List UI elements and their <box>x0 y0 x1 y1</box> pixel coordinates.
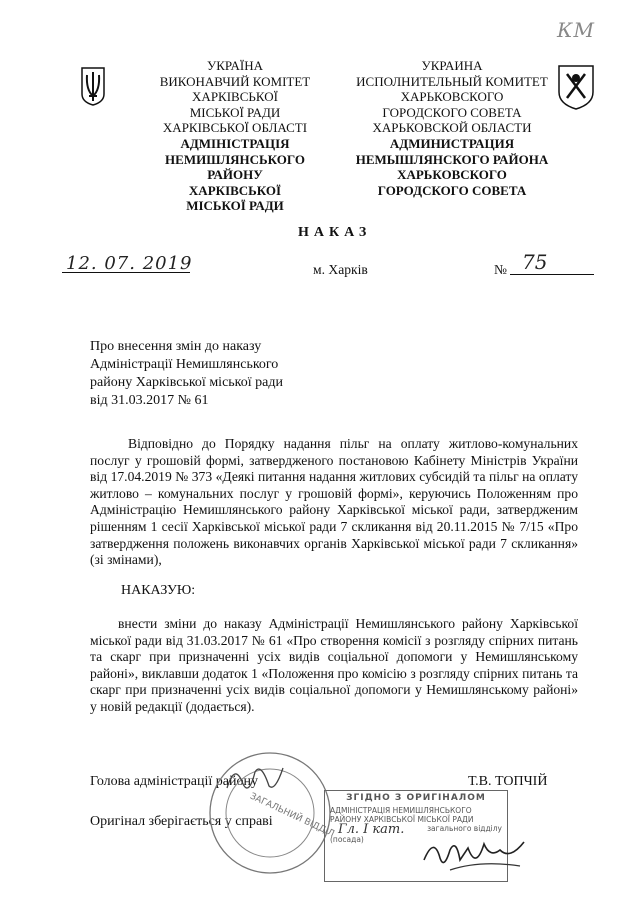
copy-stamp-title: ЗГІДНО З ОРИГІНАЛОМ <box>346 793 486 803</box>
header-left-bold-line: АДМІНІСТРАЦІЯ <box>180 135 290 151</box>
header-left-line: ХАРКІВСЬКОЇ <box>192 89 278 105</box>
header-right-bold-line: АДМИНИСТРАЦИЯ <box>389 135 515 151</box>
header-left <box>140 58 330 214</box>
signatory-position: Голова адміністрації району <box>90 774 258 789</box>
header-right <box>352 58 552 198</box>
header-right-line: УКРАИНА <box>421 58 483 73</box>
number-underline <box>510 274 594 275</box>
copy-stamp-handwritten: Гл. І кат. <box>338 822 405 837</box>
document-title: НАКАЗ <box>298 225 372 240</box>
copy-stamp-dept: загального відділу <box>427 824 502 833</box>
copy-stamp-org: АДМІНІСТРАЦІЯ НЕМИШЛЯНСЬКОГО РАЙОНУ ХАРКІВСЬКОЇ МІСЬКОЇ РАДИ <box>330 806 474 824</box>
header-left-bold-line: ХАРКІВСЬКОЇ <box>188 182 282 198</box>
order-date: 12. 07. 2019 <box>66 253 193 274</box>
header-left-bold-line: НЕМИШЛЯНСЬКОГО РАЙОНУ <box>165 151 305 183</box>
header-right-bold-line: ГОРОДСКОГО СОВЕТА <box>377 182 527 198</box>
subject-line: Адміністрації Немишлянського <box>90 357 279 372</box>
handwritten-signature <box>420 830 530 883</box>
header-left-line: МІСЬКОЇ РАДИ <box>189 104 281 120</box>
subject-line: району Харківської міської ради <box>90 375 283 390</box>
header-left-line: ВИКОНАВЧИЙ КОМІТЕТ <box>159 73 311 89</box>
order-number-prefix: № <box>494 262 507 277</box>
original-note: Оригінал зберігається у справі <box>90 814 273 829</box>
header-left-line: УКРАЇНА <box>207 58 263 73</box>
header-right-bold-line: ХАРЬКОВСКОГО <box>397 167 507 183</box>
signatory-name: Т.В. ТОПЧІЙ <box>468 774 548 789</box>
copy-stamp-role: (посада) <box>330 835 364 844</box>
header-right-line: ИСПОЛНИТЕЛЬНЫЙ КОМИТЕТ <box>356 73 548 89</box>
round-stamp-text: ЗАГАЛЬНИЙ ВІДДІЛ <box>248 791 335 840</box>
order-subject <box>90 338 350 410</box>
order-city: м. Харків <box>313 262 368 277</box>
header-left-line: ХАРКІВСЬКОЇ ОБЛАСТІ <box>162 120 308 136</box>
registration-corner-mark: КМ <box>557 18 595 42</box>
subject-line: Про внесення змін до наказу <box>90 339 262 354</box>
subject-line: від 31.03.2017 № 61 <box>90 393 209 408</box>
head-signature <box>225 758 285 803</box>
order-number: 75 <box>522 250 548 274</box>
header-right-line: ХАРЬКОВСКОЙ ОБЛАСТИ <box>372 120 532 136</box>
directive-heading: НАКАЗУЮ: <box>121 583 196 598</box>
header-left-bold-line: МІСЬКОЇ РАДИ <box>186 198 284 214</box>
body-paragraph-2: внести зміни до наказу Адміністрації Немишлянського району Харківської міської ради від 31.03.2017 № 61 «Про створення комісії з розгляду спірних питань та скарг при призначенні усіх видів соціальної допомоги у Немишлянському районі», виклавши додаток 1 «Положення про комісію з розгляду спірних питань та скарг при призначенні усіх видів соціальної допомоги у Немишлянському районі» у новій редакції (додається). <box>90 616 578 714</box>
header-right-line: ХАРЬКОВСКОГО <box>400 89 504 105</box>
body-paragraph-1: Відповідно до Порядку надання пільг на оплату житлово-комунальних послуг у грошовій формі, затвердженого постановою Кабінету Міністрів України від 17.04.2019 № 373 «Деякі питання надання житлових субсидій та пільг на оплату житлово – комунальних послуг у грошовій формі», керуючись Положенням про Адміністрацію Немишлянського району Харківської міської ради, затвердженим рішенням 1 сесії Харківської міської ради 7 скликання від 20.11.2015 № 7/15 «Про затвердження положень виконавчих органів Харківської міської ради 7 скликання» (зі змінами), <box>90 436 578 568</box>
header-right-line: ГОРОДСКОГО СОВЕТА <box>382 104 522 120</box>
header-right-bold-line: НЕМЫШЛЯНСКОГО РАЙОНА <box>355 151 549 167</box>
coat-of-arms-ukraine <box>80 66 106 111</box>
kharkiv-emblem <box>556 62 596 115</box>
